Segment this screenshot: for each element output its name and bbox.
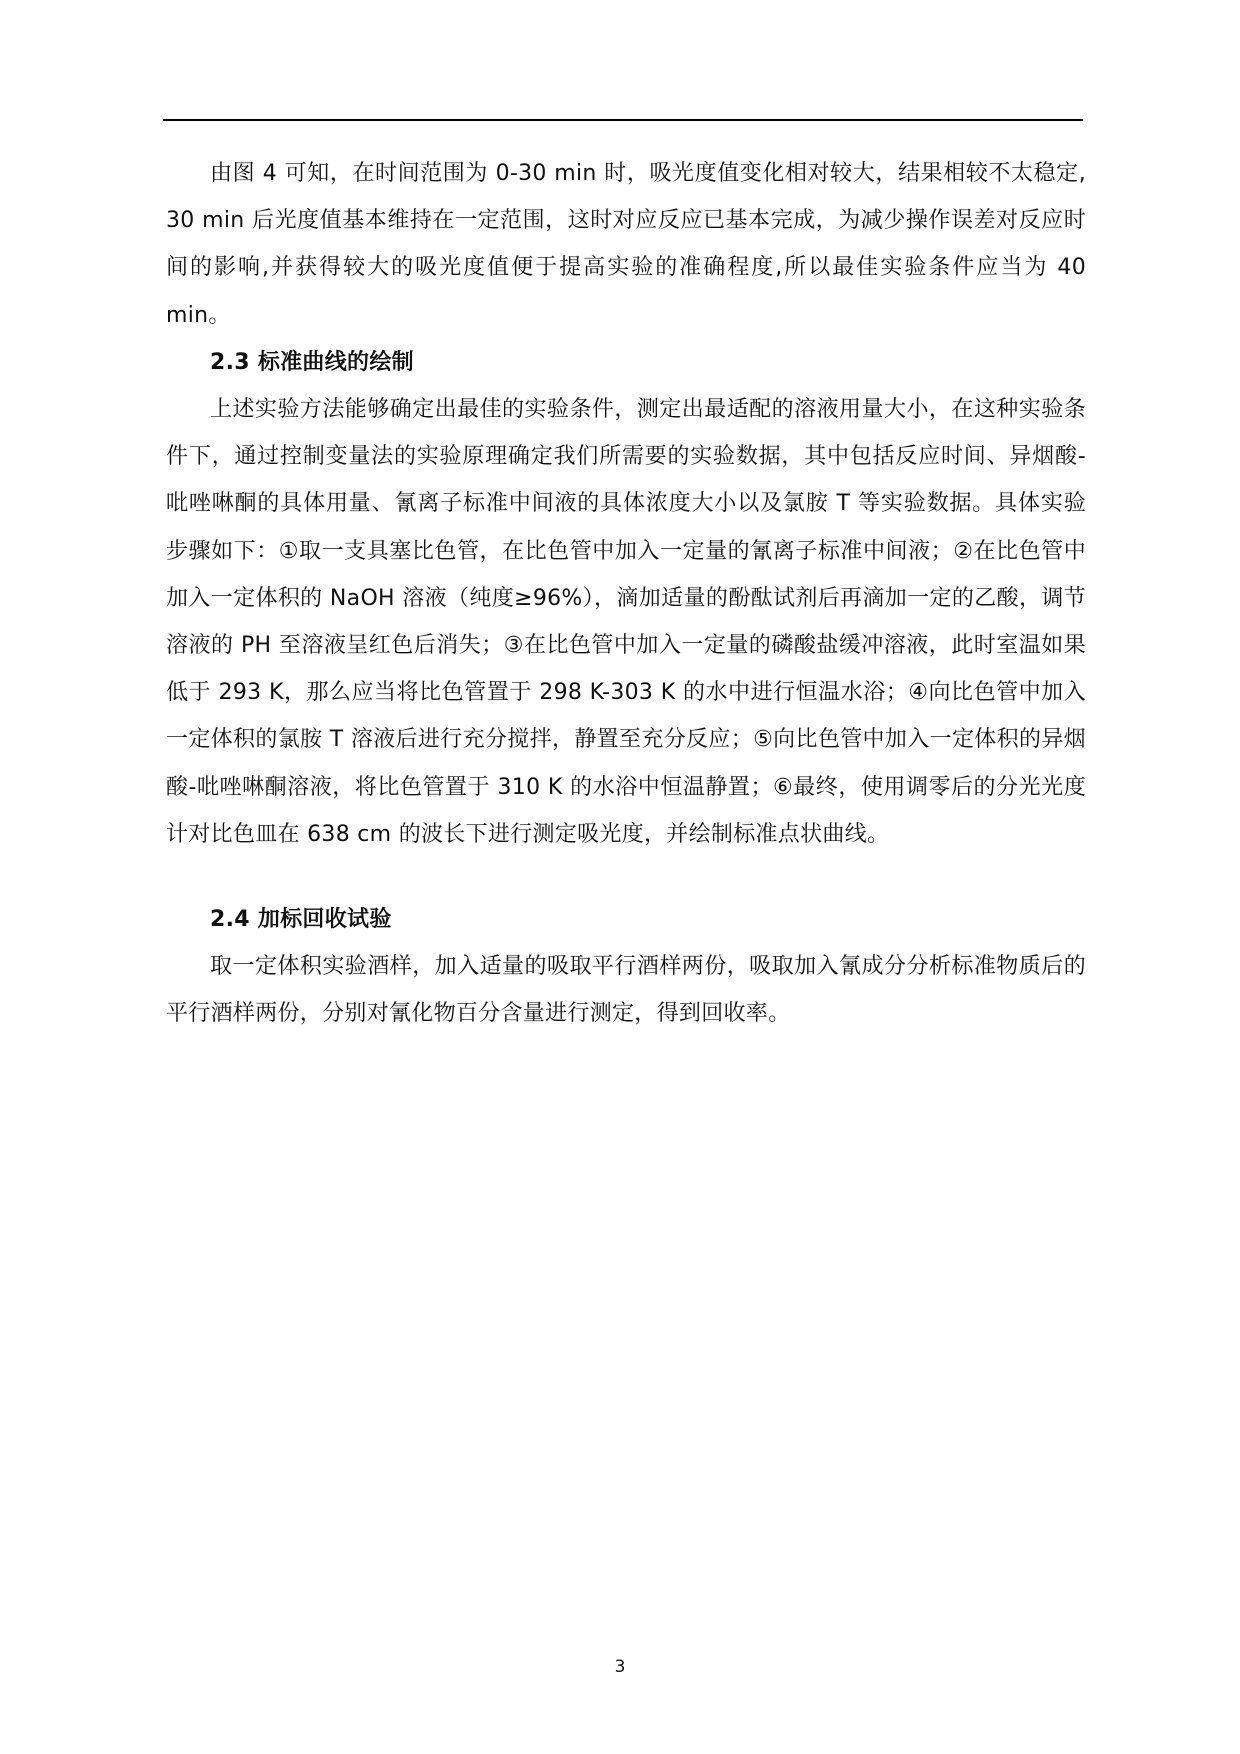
page-body bbox=[166, 150, 1086, 1038]
section-heading-2-4: 2.4 加标回收试验 bbox=[210, 907, 392, 933]
paragraph-reaction-time: 由图 4 可知，在时间范围为 0-30 min 时，吸光度值变化相对较大，结果相较不太稳定, 30 min 后光度值基本维持在一定范围，这时对应反应已基本完成，为减少操作误差对反应时间的影响,并获得较大的吸光度值便于提高实验的准确程度,所以最佳实验条件应当为 40 min。 bbox=[166, 161, 1086, 328]
page-number: 3 bbox=[614, 1657, 626, 1677]
paragraph-gap bbox=[166, 858, 1086, 896]
header-rule bbox=[163, 119, 1083, 121]
section-heading-2-3: 2.3 标准曲线的绘制 bbox=[210, 349, 414, 375]
paragraph-standard-curve: 上述实验方法能够确定出最佳的实验条件，测定出最适配的溶液用量大小，在这种实验条件下，通过控制变量法的实验原理确定我们所需要的实验数据，其中包括反应时间、异烟酸-吡唑啉酮的具体用量、氰离子标准中间液的具体浓度大小以及氯胺 T 等实验数据。具体实验步骤如下：①取一支具塞比色管，在比色管中加入一定量的氰离子标准中间液；②在比色管中加入一定体积的 NaOH 溶液（纯度≥96%），滴加适量的酚酞试剂后再滴加一定的乙酸，调节溶液的 PH 至溶液呈红色后消失；③在比色管中加入一定量的磷酸盐缓冲溶液，此时室温如果低于 293 K，那么应当将比色管置于 298 K-303 K 的水中进行恒温水浴；④向比色管中加入一定体积的氯胺 T 溶液后进行充分搅拌，静置至充分反应；⑤向比色管中加入一定体积的异烟酸-吡唑啉酮溶液，将比色管置于 310 K 的水浴中恒温静置；⑥最终，使用调零后的分光光度计对比色皿在 638 cm 的波长下进行测定吸光度，并绘制标准点状曲线。 bbox=[166, 397, 1086, 847]
paragraph-recovery-test: 取一定体积实验酒样，加入适量的吸取平行酒样两份，吸取加入氰成分分析标准物质后的平行酒样两份，分别对氰化物百分含量进行测定，得到回收率。 bbox=[166, 954, 1086, 1027]
